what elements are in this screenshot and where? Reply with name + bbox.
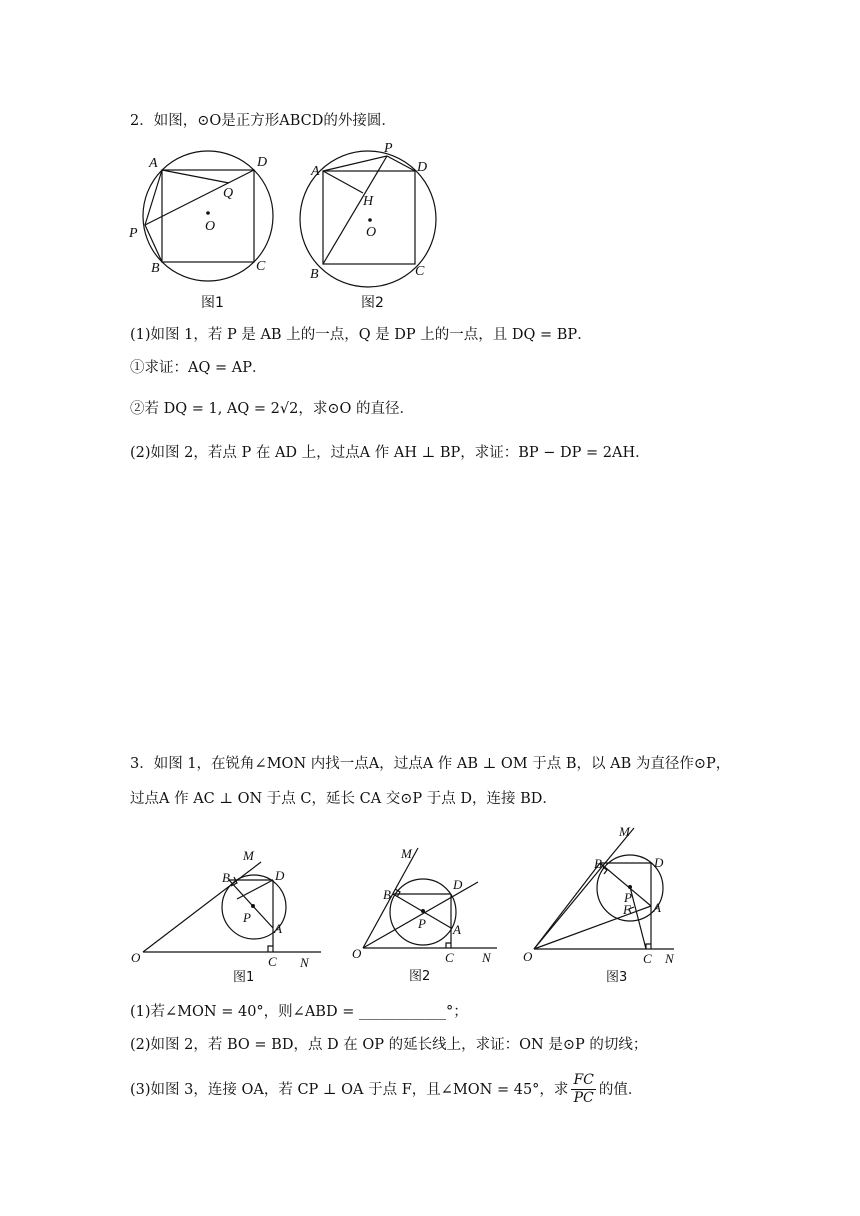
label-o: O <box>523 949 533 964</box>
problem2-stem: 2．如图，⊙O是正方形ABCD的外接圆． <box>130 113 396 129</box>
problem2-q1-ii: ②若 DQ = 1, AQ = 2√2，求⊙O 的直径． <box>130 401 414 417</box>
label-n: N <box>482 950 491 965</box>
problem3-q1: (1)若∠MON = 40°，则∠ABD = ____________°； <box>130 1004 468 1020</box>
label-b: B <box>222 870 230 885</box>
p3-figure3-caption: 图3 <box>606 970 628 985</box>
problem3-figure3 <box>518 818 693 988</box>
label-f: F <box>623 902 631 917</box>
label-a: A <box>453 922 461 937</box>
square-abcd <box>323 171 415 264</box>
fraction-denominator: PC <box>573 1090 594 1106</box>
square-abcd <box>162 170 254 262</box>
problem3-figure1 <box>125 840 330 985</box>
problem2-figure1 <box>125 145 285 315</box>
label-d: D <box>275 868 285 883</box>
label-p: P <box>624 890 632 905</box>
label-b: B <box>151 261 160 276</box>
label-a: A <box>149 156 158 171</box>
problem2-figure2 <box>295 140 445 315</box>
label-b: B <box>594 856 602 871</box>
problem3-stem-line1: 3．如图 1，在锐角∠MON 内找一点A，过点A 作 AB ⊥ OM 于点 B，以 AB 为直径作⊙P， <box>130 756 731 772</box>
problem3-q3 <box>130 1072 642 1107</box>
p3-figure2-caption: 图2 <box>409 969 431 984</box>
label-d: D <box>417 160 428 175</box>
ray-om <box>143 862 261 952</box>
label-a: A <box>311 164 320 179</box>
label-o: O <box>352 946 362 961</box>
label-d: D <box>654 855 664 870</box>
label-c: C <box>256 259 266 274</box>
label-c: C <box>415 264 425 279</box>
problem3-q3-suffix: 的值． <box>598 1081 643 1098</box>
label-p: P <box>129 226 138 241</box>
figure1-caption: 图1 <box>201 295 224 311</box>
problem3-stem-line2: 过点A 作 AC ⊥ ON 于点 C，延长 CA 交⊙P 于点 D，连接 BD． <box>130 791 557 807</box>
label-m: M <box>401 846 412 861</box>
problem2-q1: (1)如图 1，若 P 是 AB 上的一点，Q 是 DP 上的一点，且 DQ = BP． <box>130 327 592 343</box>
label-a: A <box>653 900 661 915</box>
label-o: O <box>131 950 141 965</box>
label-m: M <box>243 848 254 863</box>
problem3-figure2 <box>345 840 510 985</box>
label-h: H <box>363 194 374 209</box>
fraction <box>571 1072 595 1107</box>
label-o: O <box>205 219 216 234</box>
label-m: M <box>619 824 630 839</box>
label-p: P <box>418 916 426 931</box>
label-b: B <box>310 267 319 282</box>
label-c: C <box>268 954 277 969</box>
label-n: N <box>665 951 674 966</box>
fraction-numerator: FC <box>573 1072 594 1088</box>
p3-figure1-caption: 图1 <box>233 970 255 985</box>
problem2-q1-i: ①求证：AQ = AP． <box>130 360 267 376</box>
label-o: O <box>366 225 377 240</box>
label-a: A <box>274 921 282 936</box>
label-d: D <box>453 877 463 892</box>
label-c: C <box>445 950 454 965</box>
label-p: P <box>384 141 393 156</box>
label-b: B <box>383 887 391 902</box>
label-p: P <box>243 910 251 925</box>
problem3-q2: (2)如图 2，若 BO = BD，点 D 在 OP 的延长线上，求证：ON 是⊙P 的切线； <box>130 1037 648 1053</box>
figure2-caption: 图2 <box>361 295 384 311</box>
label-n: N <box>300 955 309 970</box>
problem2-q2: (2)如图 2，若点 P 在 AD 上，过点A 作 AH ⊥ BP，求证：BP − DP = 2AH． <box>130 445 650 461</box>
label-c: C <box>643 951 652 966</box>
problem3-q3-prefix: (3)如图 3，连接 OA，若 CP ⊥ OA 于点 F，且∠MON = 45°，求 <box>130 1081 569 1098</box>
label-q: Q <box>223 186 234 201</box>
label-d: D <box>257 155 268 170</box>
